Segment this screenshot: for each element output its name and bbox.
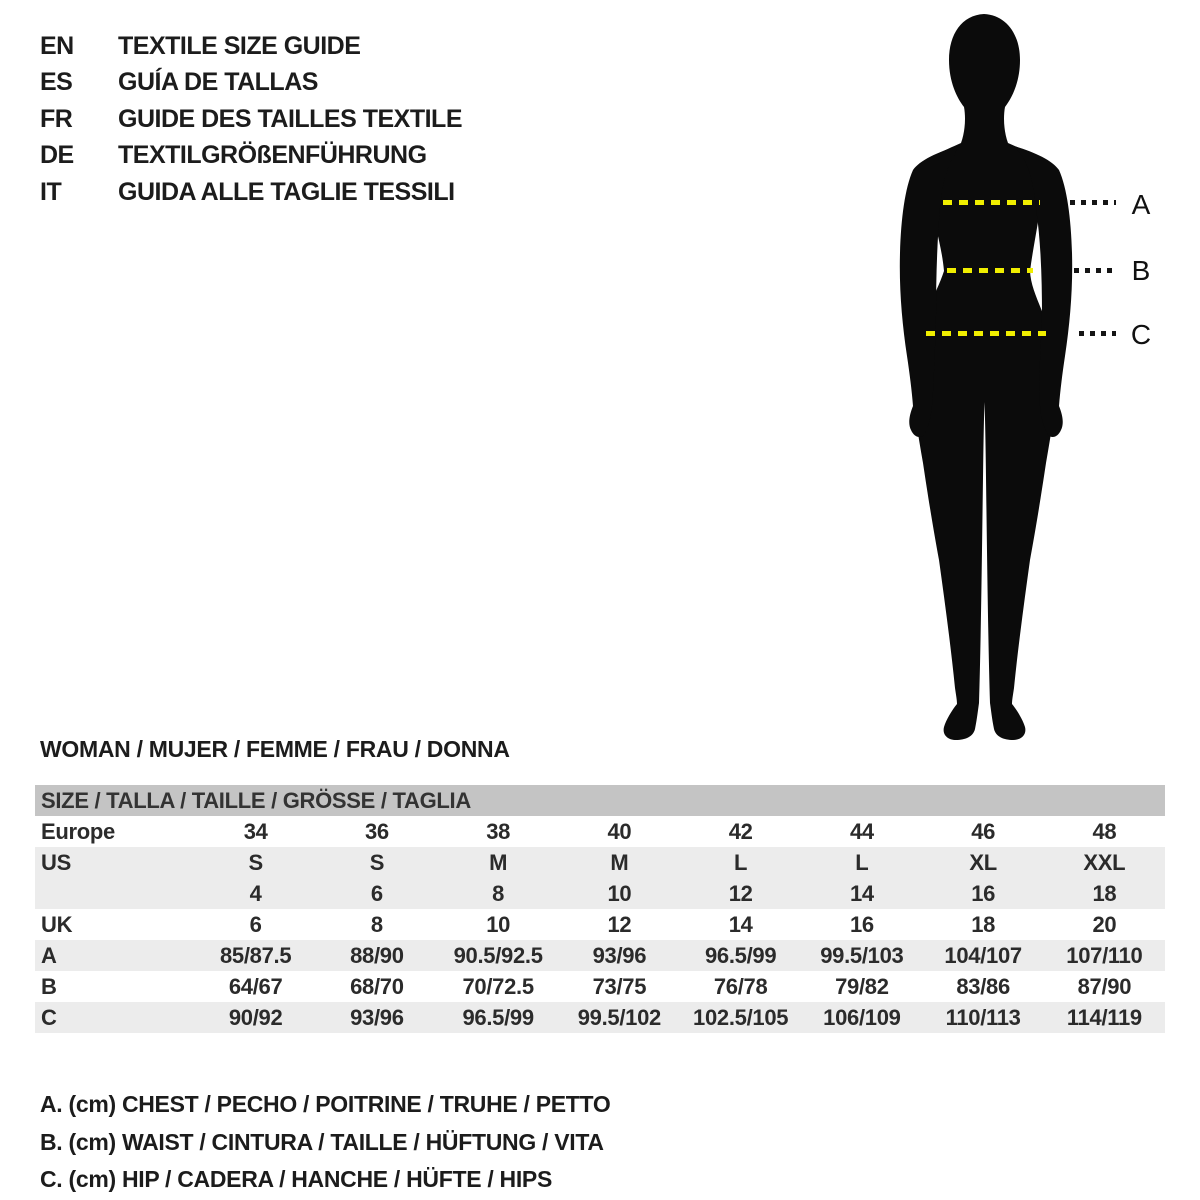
waist-measure-line <box>0 268 1200 273</box>
row-label <box>35 878 195 909</box>
table-cell: 46 <box>971 818 996 844</box>
table-cell: L <box>680 847 801 878</box>
table-cell: 104/107 <box>923 940 1044 971</box>
hip-leader-dots <box>1079 331 1116 336</box>
chest-dash-line <box>943 200 1040 205</box>
table-cell: 4 <box>195 878 316 909</box>
table-cell: 83/86 <box>956 973 1010 999</box>
table-cell: 73/75 <box>592 973 647 999</box>
table-cell: 20 <box>1092 911 1117 937</box>
table-cell: 64/67 <box>228 973 283 999</box>
table-cell: S <box>316 847 437 878</box>
table-row-waist <box>35 971 1165 1002</box>
table-cell: 87/90 <box>1077 973 1132 999</box>
table-cell: 90/92 <box>195 1002 316 1033</box>
table-cell: 8 <box>370 911 383 937</box>
row-label: C <box>35 1002 195 1033</box>
table-cell: M <box>559 847 680 878</box>
table-cell: M <box>438 847 559 878</box>
table-cell: L <box>801 847 922 878</box>
table-cell: 36 <box>364 818 389 844</box>
table-cell: 99.5/102 <box>559 1002 680 1033</box>
table-cell: 44 <box>849 818 874 844</box>
table-cell: 110/113 <box>923 1002 1044 1033</box>
table-cell: 68/70 <box>350 973 404 999</box>
table-header: SIZE / TALLA / TAILLE / GRÖSSE / TAGLIA <box>35 785 1165 816</box>
table-cell: 6 <box>249 911 262 937</box>
table-row-us-letters <box>35 847 1165 878</box>
table-cell: 79/82 <box>835 973 889 999</box>
language-title: TEXTILGRÖßENFÜHRUNG <box>118 141 427 170</box>
table-cell: 90.5/92.5 <box>438 940 559 971</box>
language-code: FR <box>40 104 73 133</box>
table-cell: 8 <box>438 878 559 909</box>
table-cell: 102.5/105 <box>680 1002 801 1033</box>
table-cell: 12 <box>607 911 632 937</box>
table-cell: 14 <box>728 911 753 937</box>
row-label: Europe <box>41 818 115 844</box>
legend-waist: B. (cm) WAIST / CINTURA / TAILLE / HÜFTUNG / VITA <box>40 1128 604 1155</box>
section-title: WOMAN / MUJER / FEMME / FRAU / DONNA <box>40 736 510 762</box>
table-cell: 18 <box>1044 878 1165 909</box>
table-row-uk <box>35 909 1165 940</box>
row-label: B <box>41 973 57 999</box>
language-code: IT <box>40 177 62 206</box>
table-cell: 106/109 <box>801 1002 922 1033</box>
hip-measure-line <box>0 331 1200 336</box>
table-cell: XXL <box>1044 847 1165 878</box>
table-header-row <box>35 785 1165 816</box>
language-code: EN <box>40 31 74 60</box>
table-cell: 96.5/99 <box>438 1002 559 1033</box>
table-cell: 14 <box>801 878 922 909</box>
table-cell: 93/96 <box>559 940 680 971</box>
legend-hip: C. (cm) HIP / CADERA / HANCHE / HÜFTE / HIPS <box>40 1166 553 1193</box>
table-cell: 48 <box>1092 818 1117 844</box>
table-cell: 114/119 <box>1044 1002 1165 1033</box>
chest-leader-dots <box>1070 200 1116 205</box>
waist-dash-line <box>947 268 1033 273</box>
legend-chest: A. (cm) CHEST / PECHO / POITRINE / TRUHE / PETTO <box>40 1091 611 1118</box>
table-cell: 18 <box>971 911 996 937</box>
language-title: GUIDE DES TAILLES TEXTILE <box>118 104 463 133</box>
table-cell: 88/90 <box>316 940 437 971</box>
table-cell: 99.5/103 <box>801 940 922 971</box>
table-cell: 93/96 <box>316 1002 437 1033</box>
table-cell: 12 <box>680 878 801 909</box>
table-cell: 16 <box>849 911 874 937</box>
language-code: DE <box>40 141 74 170</box>
table-cell: 96.5/99 <box>680 940 801 971</box>
language-code: ES <box>40 68 73 97</box>
table-row-europe <box>35 816 1165 847</box>
table-cell: XL <box>923 847 1044 878</box>
table-cell: 16 <box>923 878 1044 909</box>
table-cell: 10 <box>486 911 511 937</box>
marker-label-b: B <box>1131 255 1151 286</box>
table-cell: 42 <box>728 818 753 844</box>
table-cell: 70/72.5 <box>462 973 534 999</box>
marker-label-c: C <box>1130 319 1152 350</box>
hip-dash-line <box>926 331 1046 336</box>
table-cell: 10 <box>559 878 680 909</box>
row-label: UK <box>41 911 73 937</box>
table-cell: 107/110 <box>1044 940 1165 971</box>
table-row-us-numbers <box>35 878 1165 909</box>
table-cell: 38 <box>486 818 511 844</box>
table-row-hip <box>35 1002 1165 1033</box>
waist-leader-dots <box>1074 268 1116 273</box>
table-cell: 40 <box>607 818 632 844</box>
table-cell: S <box>195 847 316 878</box>
measurement-legend <box>40 1086 610 1199</box>
woman-silhouette-image <box>880 8 1120 758</box>
table-cell: 76/78 <box>713 973 768 999</box>
language-title: GUÍA DE TALLAS <box>118 68 318 97</box>
language-title: TEXTILE SIZE GUIDE <box>118 31 361 60</box>
table-cell: 6 <box>316 878 437 909</box>
table-cell: 34 <box>243 818 268 844</box>
row-label: US <box>35 847 195 878</box>
marker-label-a: A <box>1131 189 1151 220</box>
table-row-chest <box>35 940 1165 971</box>
size-table <box>35 785 1165 1033</box>
language-title: GUIDA ALLE TAGLIE TESSILI <box>118 177 455 206</box>
row-label: A <box>35 940 195 971</box>
chest-measure-line <box>0 200 1200 205</box>
table-cell: 85/87.5 <box>195 940 316 971</box>
